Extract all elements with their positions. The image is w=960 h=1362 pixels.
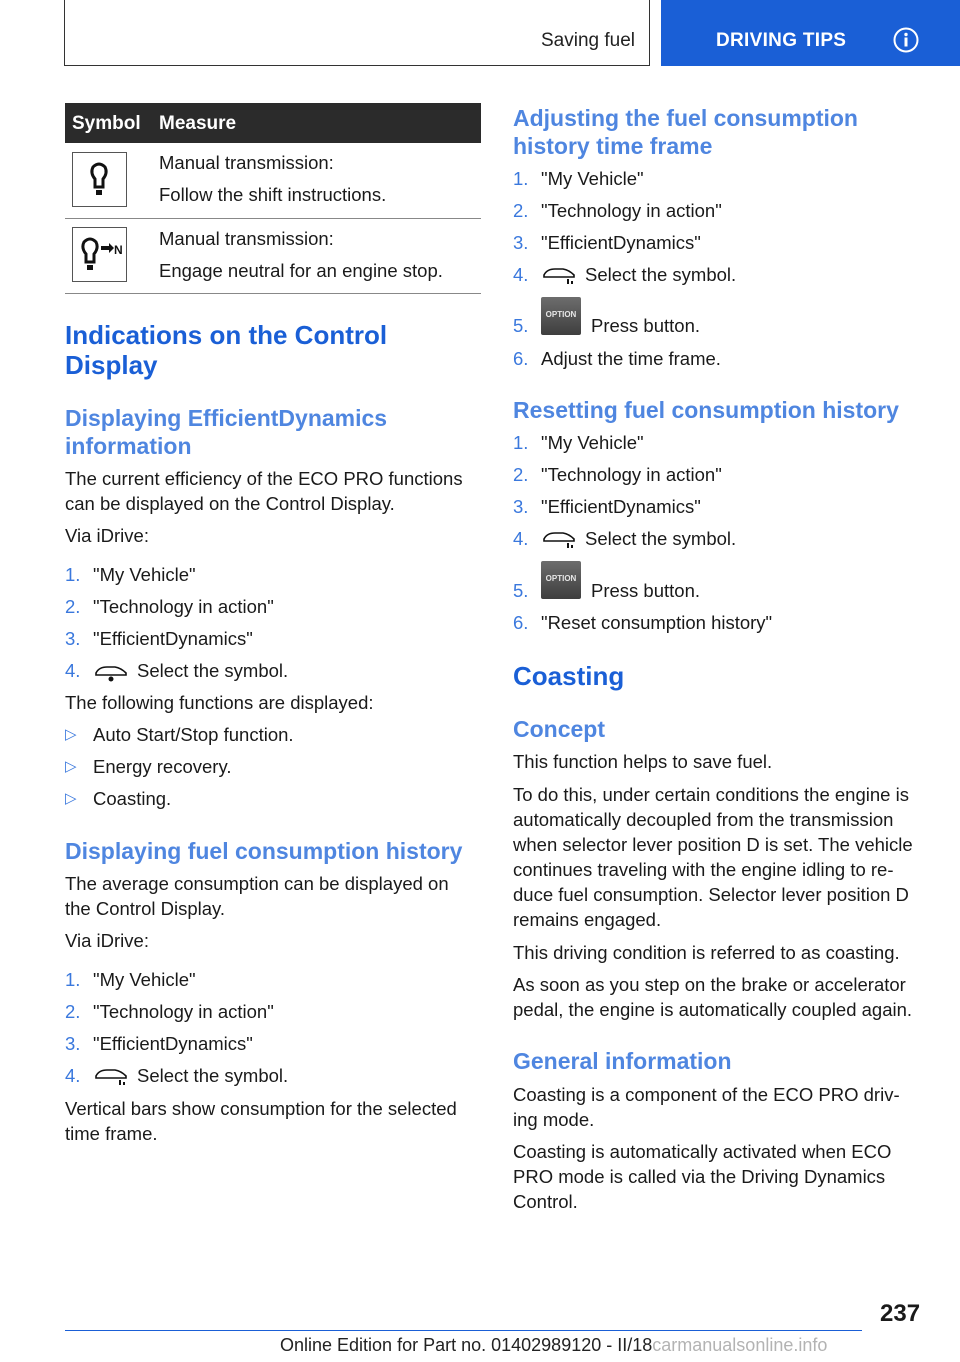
heading-displaying-history: Displaying fuel consumption history [65, 838, 463, 864]
bullet-triangle-icon: ▷ [65, 726, 77, 743]
paragraph-driving-condition: This driving condition is referred to as coasting. [513, 942, 900, 963]
measure-cell [159, 147, 386, 211]
header-section-box [64, 0, 650, 66]
header-section-title: Saving fuel [540, 30, 635, 51]
header-chapter-title: DRIVING TIPS [716, 30, 847, 51]
heading-displaying-efficientdynamics: Displaying EfficientDynamics information [65, 405, 388, 459]
paragraph-coasting-component: Coasting is a component of the ECO PRO driv- ing mode. [513, 1084, 900, 1130]
measure-cell [159, 223, 443, 287]
info-icon [893, 27, 919, 53]
measure-line: Engage neutral for an engine stop. [159, 260, 443, 281]
consumption-history-car-icon [541, 266, 577, 286]
via-idrive-label: Via iDrive: [65, 525, 149, 546]
efficientdynamics-car-icon [93, 662, 129, 682]
heading-adjusting-time-frame: Adjusting the fuel consumption history time frame [513, 105, 858, 159]
footer-edition [280, 1335, 827, 1356]
shift-indicator-icon [72, 152, 127, 207]
option-button-icon: OPTION [541, 297, 581, 335]
paragraph-vertical-bars: Vertical bars show consumption for the selected time frame. [65, 1098, 457, 1144]
footer-divider [65, 1330, 862, 1331]
consumption-history-car-icon [541, 530, 577, 550]
paragraph-helps-save-fuel: This function helps to save fuel. [513, 751, 773, 772]
table-header [65, 103, 481, 143]
table-header-measure: Measure [159, 113, 237, 134]
footer-watermark: carmanualsonline.info [652, 1335, 828, 1355]
bullet-triangle-icon: ▷ [65, 790, 77, 807]
heading-coasting: Coasting [513, 661, 625, 691]
bullet-triangle-icon: ▷ [65, 758, 77, 775]
measure-line: Follow the shift instructions. [159, 184, 387, 205]
heading-concept: Concept [513, 716, 605, 742]
paragraph-current-efficiency: The current efficiency of the ECO PRO functions can be displayed on the Control Display. [65, 468, 463, 514]
svg-text:N: N [114, 243, 123, 257]
footer-edition-text: Online Edition for Part no. 01402989120 - II/18 [280, 1335, 653, 1355]
via-idrive-label: Via iDrive: [65, 930, 149, 951]
header-chapter-tab[interactable] [661, 0, 960, 66]
paragraph-to-do-this: To do this, under certain conditions the engine is automatically decoupled from the transmission when selector lever position D is set. The vehicle continues traveling with the engine idling to re- duce fuel consumption. Selector lever position D remains engaged. [513, 784, 913, 930]
table-header-symbol: Symbol [72, 113, 141, 134]
heading-resetting-history: Resetting fuel consumption history [513, 397, 899, 423]
consumption-history-car-icon [93, 1067, 129, 1087]
page-number: 237 [880, 1300, 921, 1327]
measure-line: Manual transmission: [159, 228, 334, 249]
paragraph-following-functions: The following functions are displayed: [65, 692, 374, 713]
option-button-icon: OPTION [541, 561, 581, 599]
heading-indications: Indications on the Control Display [65, 320, 388, 380]
heading-general-information: General information [513, 1048, 732, 1074]
measure-line: Manual transmission: [159, 152, 334, 173]
paragraph-coasting-activated: Coasting is automatically activated when ECO PRO mode is called via the Driving Dynamics Control. [513, 1141, 892, 1212]
table-row [65, 219, 481, 294]
paragraph-as-soon-as: As soon as you step on the brake or accelerator pedal, the engine is automatically coupled again. [513, 974, 913, 1020]
paragraph-average-consumption: The average consumption can be displayed on the Control Display. [65, 873, 449, 919]
shift-neutral-icon [72, 227, 127, 282]
table-row [65, 143, 481, 219]
